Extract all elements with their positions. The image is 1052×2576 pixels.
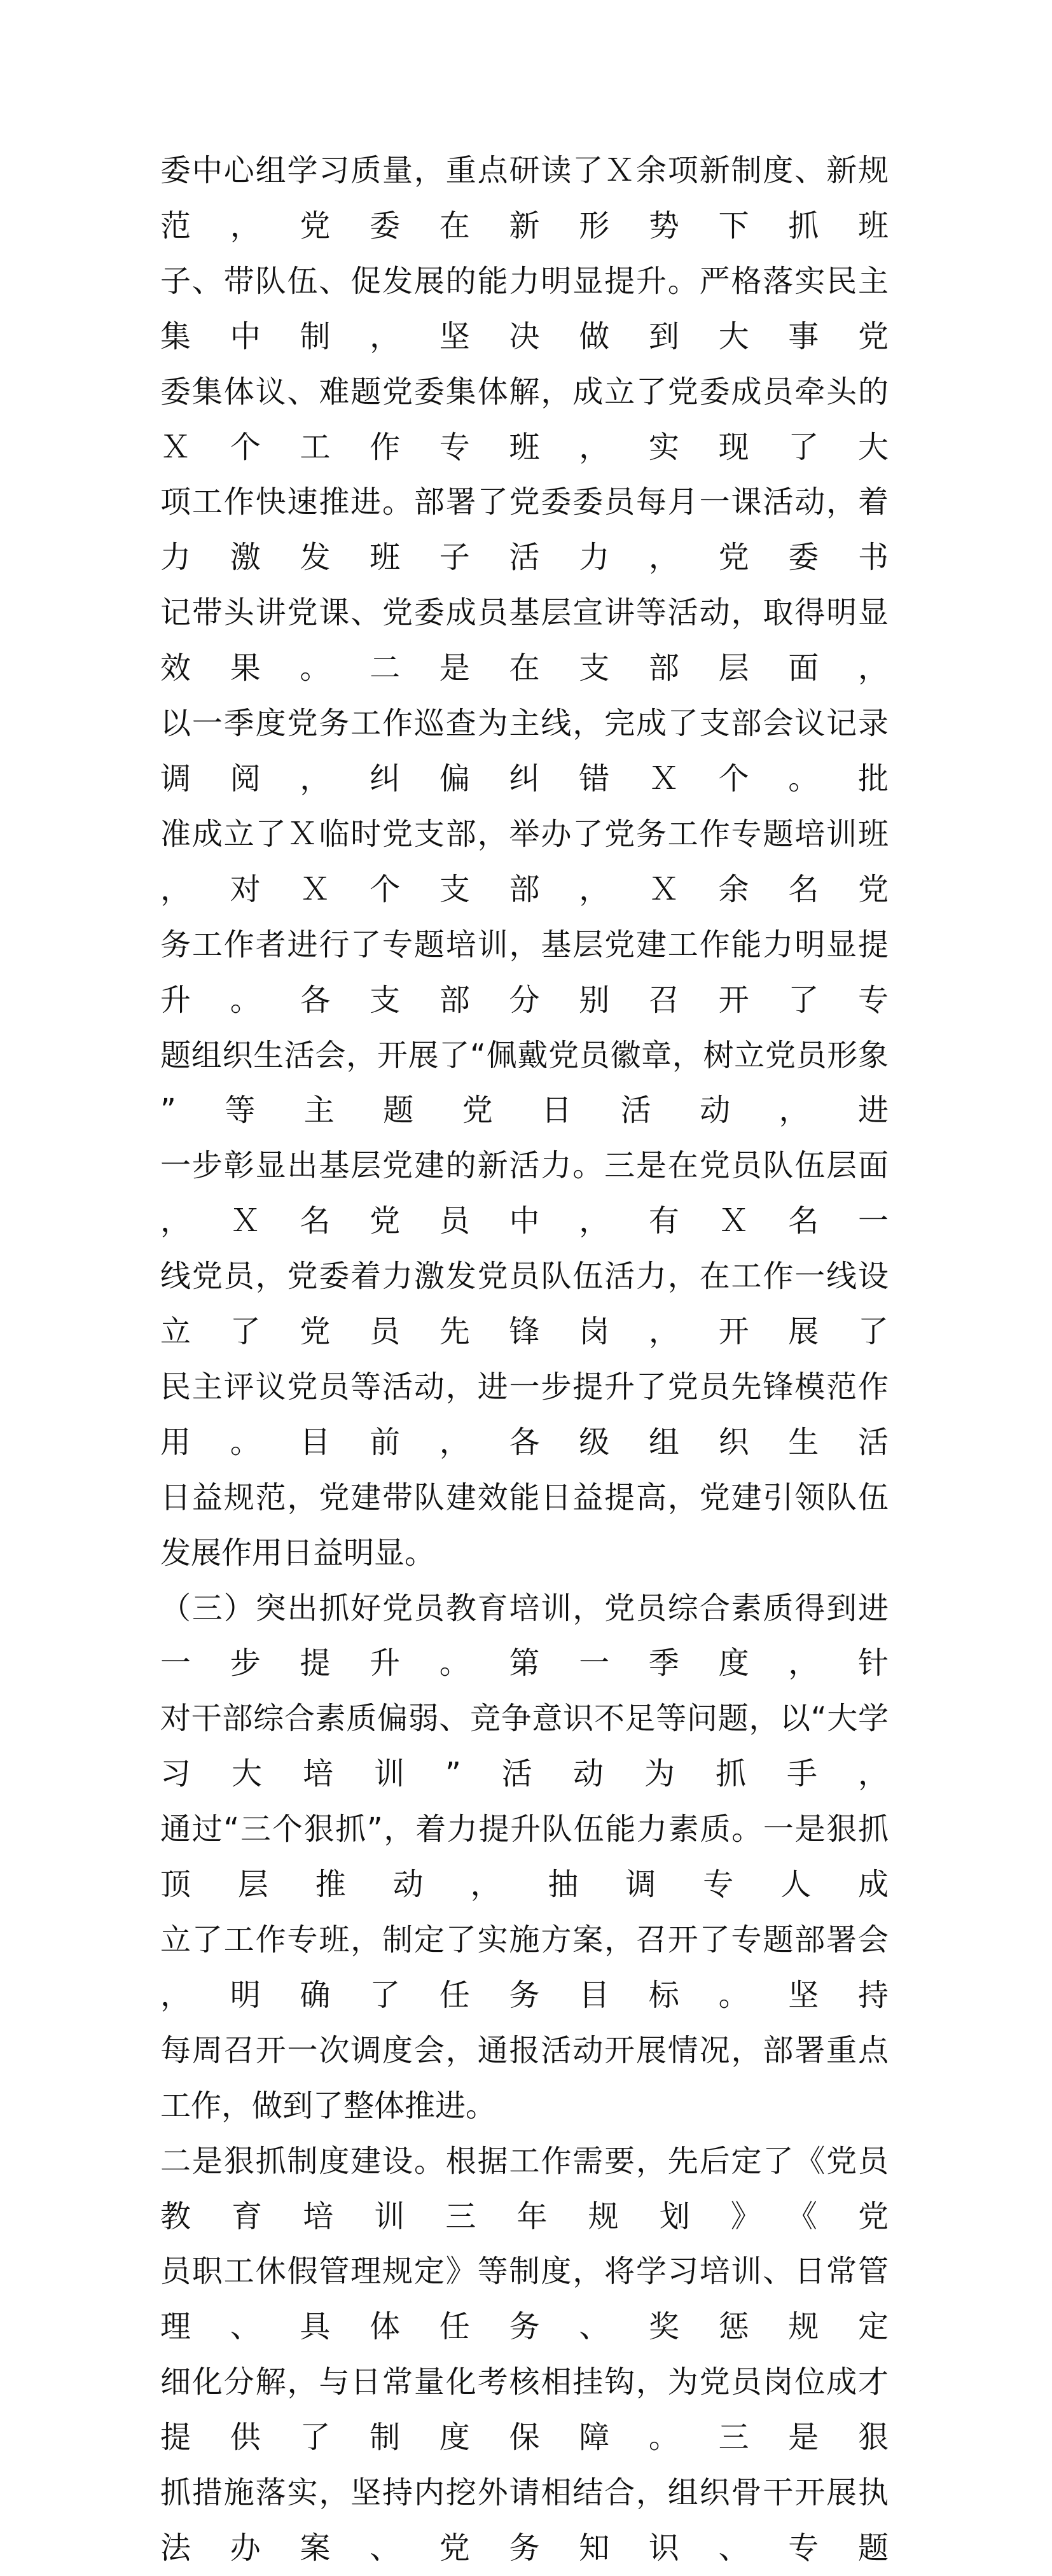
text-line: 对干部综合素质偏弱、竞争意识不足等问题，以“大学习大培训”活动为抓手， <box>160 1701 889 1792</box>
text-line: 委中心组学习质量，重点研读了Ｘ余项新制度、新规范，党委在新形势下抓班 <box>160 153 889 244</box>
text-line: 记带头讲党课、党委成员基层宣讲等活动，取得明显效果。二是在支部层面， <box>160 595 889 686</box>
text-line: 一步彰显出基层党建的新活力。三是在党员队伍层面，Ｘ名党员中，有Ｘ名一 <box>160 1148 889 1239</box>
text-line: 抓措施落实，坚持内挖外请相结合，组织骨干开展执法办案、党务知识、专题 <box>160 2475 889 2566</box>
text-line: 通过“三个狠抓”，着力提升队伍能力素质。一是狠抓顶层推动，抽调专人成 <box>160 1811 889 1903</box>
text-line: 民主评议党员等活动，进一步提升了党员先锋模范作用。目前，各级组织生活 <box>160 1368 889 1460</box>
text-line: 委集体议、难题党委集体解，成立了党委成员牵头的Ｘ个工作专班，实现了大 <box>160 373 889 465</box>
text-line: 准成立了Ｘ临时党支部，举办了党务工作专题培训班，对Ｘ个支部，Ｘ余名党 <box>160 816 889 907</box>
text-line: 日益规范，党建带队建效能日益提高，党建引领队伍发展作用日益明显。 <box>160 1479 889 1571</box>
section-heading-line: （三）突出抓好党员教育培训，党员综合素质得到进一步提升。第一季度，针 <box>160 1590 889 1681</box>
text-line: 员职工休假管理规定》等制度，将学习培训、日常管理、具体任务、奖惩规定 <box>160 2253 889 2345</box>
body-text <box>160 143 889 2576</box>
text-line: 二是狠抓制度建设。根据工作需要，先后定了《党员教育培训三年规划》《党 <box>160 2143 889 2234</box>
text-line: 细化分解，与日常量化考核相挂钩，为党员岗位成才提供了制度保障。三是狠 <box>160 2364 889 2456</box>
text-line: 务工作者进行了专题培训，基层党建工作能力明显提升。各支部分别召开了专 <box>160 926 889 1018</box>
text-line: 项工作快速推进。部署了党委委员每月一课活动，着力激发班子活力，党委书 <box>160 484 889 576</box>
text-line: 线党员，党委着力激发党员队伍活力，在工作一线设立了党员先锋岗，开展了 <box>160 1258 889 1350</box>
text-line: 以一季度党务工作巡查为主线，完成了支部会议记录调阅，纠偏纠错Ｘ个。批 <box>160 706 889 797</box>
text-line: 题组织生活会，开展了“佩戴党员徽章，树立党员形象”等主题党日活动，进 <box>160 1037 889 1129</box>
text-line: 子、带队伍、促发展的能力明显提升。严格落实民主集中制，坚决做到大事党 <box>160 263 889 354</box>
text-line: 每周召开一次调度会，通报活动开展情况，部署重点工作，做到了整体推进。 <box>160 2032 889 2124</box>
text-line: 立了工作专班，制定了实施方案，召开了专题部署会，明确了任务目标。坚持 <box>160 1922 889 2013</box>
